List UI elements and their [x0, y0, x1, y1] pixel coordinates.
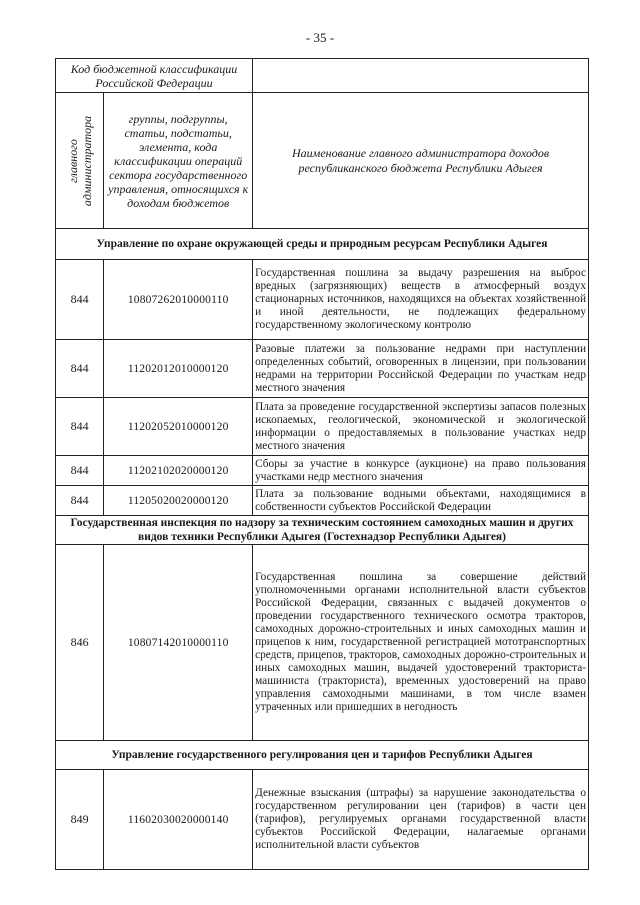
section-header: Управление по охране окружающей среды и природным ресурсам Республики Адыгея — [56, 229, 589, 260]
budget-code: 10807262010000110 — [104, 260, 253, 340]
admin-code: 844 — [56, 260, 104, 340]
budget-code: 11202102020000120 — [104, 456, 253, 486]
section-header: Государственная инспекция по надзору за техническим состоянием самоходных машин и других видов техники Республики Адыгея (Гостехнадзор Республики Адыгея) — [56, 516, 589, 545]
budget-code: 10807142010000110 — [104, 545, 253, 741]
header-row-top — [56, 59, 589, 93]
revenue-name: Сборы за участие в конкурсе (аукционе) на право пользования участками недр местного значения — [253, 456, 589, 486]
header-blank-cell — [253, 59, 589, 93]
admin-code: 844 — [56, 340, 104, 398]
budget-code: 11602030020000140 — [104, 770, 253, 870]
admin-column-label: главного администратора — [65, 115, 94, 206]
table-row — [56, 340, 589, 398]
admin-code: 846 — [56, 545, 104, 741]
admin-code: 844 — [56, 456, 104, 486]
header-col-admin — [56, 93, 104, 229]
revenue-name: Государственная пошлина за совершение действий уполномоченными органами исполнительной власти субъектов Российской Федерации, связанных с выдачей документов о проведении государственного технического осмотра тракторов, самоходных дорожно-строительных и иных самоходных машин и прицепов к ним, государственной регистрацией мототранспортных средств, прицепов, тракторов, самоходных дорожно-строительных и иных самоходных машин, выдачей удостоверений тракториста-машиниста (тракториста), временных удостоверений на право управления самоходными машинами, в том числе взамен утраченных или пришедших в негодность — [253, 545, 589, 741]
revenue-name: Государственная пошлина за выдачу разрешения на выброс вредных (загрязняющих) веществ в атмосферный воздух стационарных источников, находящихся на объектах хозяйственной и иной деятельности, не подлежащих федеральному государственному экологическому контролю — [253, 260, 589, 340]
table-row — [56, 260, 589, 340]
revenue-table — [55, 58, 589, 870]
table-row — [56, 770, 589, 870]
revenue-name: Денежные взыскания (штрафы) за нарушение законодательства о государственном регулировании цен (тарифов) в части цен (тарифов), регулируемых органами государственной власти субъектов Российской Федерации, налагаемые органами исполнительной власти субъектов — [253, 770, 589, 870]
page-number: - 35 - — [305, 30, 335, 45]
budget-code: 11202052010000120 — [104, 398, 253, 456]
revenue-name: Плата за проведение государственной экспертизы запасов полезных ископаемых, геологической, экономической и экологической информации о предоставляемых в пользование участках недр местного значения — [253, 398, 589, 456]
table-row — [56, 456, 589, 486]
budget-code: 11205020020000120 — [104, 486, 253, 516]
revenue-name: Разовые платежи за пользование недрами при наступлении определенных событий, оговоренных в лицензии, при пользовании недрами на территории Российской Федерации по участкам недр местного значения — [253, 340, 589, 398]
admin-code: 849 — [56, 770, 104, 870]
header-row-columns — [56, 93, 589, 229]
table-row — [56, 486, 589, 516]
budget-code: 11202012010000120 — [104, 340, 253, 398]
budget-code-header: Код бюджетной классификации Российской Федерации — [56, 59, 253, 93]
table-row — [56, 545, 589, 741]
table-row — [56, 398, 589, 456]
admin-code: 844 — [56, 398, 104, 456]
header-col-code: группы, подгруппы, статьи, подстатьи, элемента, кода классификации операций сектора государственного управления, относящихся к доходам бюджетов — [104, 93, 253, 229]
admin-code: 844 — [56, 486, 104, 516]
header-col-name: Наименование главного администратора доходов республиканского бюджета Республики Адыгея — [253, 93, 589, 229]
section-header: Управление государственного регулирования цен и тарифов Республики Адыгея — [56, 741, 589, 770]
revenue-name: Плата за пользование водными объектами, находящимися в собственности субъектов Российской Федерации — [253, 486, 589, 516]
